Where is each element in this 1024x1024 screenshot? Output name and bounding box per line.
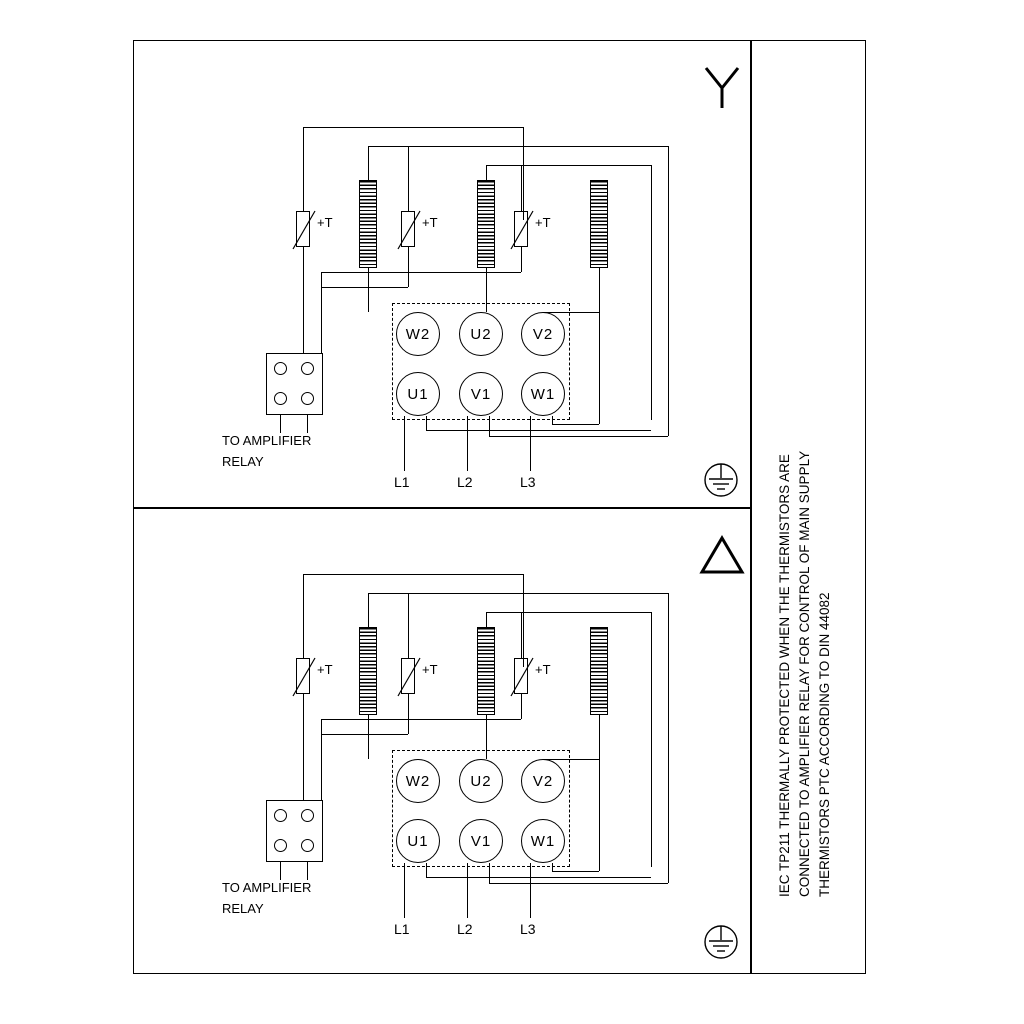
thermistor-2b-slash [393, 652, 425, 702]
terminal-dot-2-3 [274, 839, 287, 852]
delta-triangle-icon [698, 534, 746, 576]
wire-2a-top [303, 574, 523, 575]
wire-1a-down [303, 247, 304, 362]
amplifier-terminal-block-2 [266, 800, 323, 862]
wire-2b-up [408, 593, 409, 658]
phase-lead-2-l3 [530, 863, 531, 918]
phase-label-1-l2: L2 [457, 474, 473, 490]
wire-2c-top [486, 612, 651, 613]
ret-1-a-h [426, 430, 651, 431]
winding-coil-1a [359, 180, 377, 268]
wire-2c-bus [321, 719, 521, 720]
amplifier-terminal-block-1 [266, 353, 323, 415]
ret-2-a-h [426, 877, 651, 878]
wire-1a-right-down [523, 127, 524, 220]
winding-coil-1b [477, 180, 495, 268]
phase-lead-2-l1 [404, 863, 405, 918]
terminal-dot-1-3 [274, 392, 287, 405]
terminal-label: V1 [470, 832, 492, 850]
terminal-dot-2-1 [274, 809, 287, 822]
terminal-2-u2 [459, 759, 503, 803]
terminal-1-v1 [459, 372, 503, 416]
wire-2c-up [521, 612, 522, 658]
terminal-1-w1 [521, 372, 565, 416]
terminal-1-u2 [459, 312, 503, 356]
thermistor-1a-label: +T [317, 215, 333, 230]
phase-label-2-l1: L1 [394, 921, 410, 937]
terminal-label: U1 [407, 385, 429, 403]
ret-2-b-h [489, 883, 668, 884]
thermistor-1b-slash [393, 205, 425, 255]
amplifier-relay-label-1-line1: TO AMPLIFIER [222, 433, 312, 448]
ret-2-c [552, 863, 553, 871]
wire-2a-down [303, 694, 304, 809]
terminal-1-w2 [396, 312, 440, 356]
wire-bus2-down [321, 719, 322, 809]
terminal-label: U2 [470, 325, 492, 343]
wire-coil1a-down [368, 268, 369, 312]
terminal-1-v2 [521, 312, 565, 356]
wire-2b-top [368, 593, 668, 594]
ret-1-c-h [552, 424, 599, 425]
tb1-lead-left [280, 415, 281, 433]
earth-ground-icon-1 [698, 458, 744, 502]
ret-1-a [426, 416, 427, 430]
terminal-1-u1 [396, 372, 440, 416]
wire-2b-tbottom [408, 694, 409, 734]
wire-2b-right-down [668, 593, 669, 883]
ret-1-b-h [489, 436, 668, 437]
wire-1b-up [408, 146, 409, 211]
wire-1c-top [486, 165, 651, 166]
wire-1a-top [303, 127, 523, 128]
wire-1b-right-down [668, 146, 669, 436]
ret-2-b [489, 863, 490, 883]
winding-coil-2b [477, 627, 495, 715]
winding-coil-1c [590, 180, 608, 268]
wire-coil1c-down [599, 268, 600, 312]
wire-coil2a-down [368, 715, 369, 759]
terminal-2-v2 [521, 759, 565, 803]
terminal-label: U1 [407, 832, 429, 850]
wire-1b-tbottom [408, 247, 409, 287]
ret-1-b [489, 416, 490, 436]
wire-2c-left-down [486, 612, 487, 627]
terminal-label: W1 [530, 832, 556, 850]
wire-1c-right-down [651, 165, 652, 420]
tb2-lead-left [280, 862, 281, 880]
terminal-label: V2 [532, 325, 554, 343]
wire-2c-tbottom [521, 694, 522, 719]
side-note-line-2: CONNECTED TO AMPLIFIER RELAY FOR CONTROL OF MAIN SUPPLY [797, 450, 812, 897]
wire-1b-bus [321, 287, 408, 288]
thermistor-2c-label: +T [535, 662, 551, 677]
thermistor-2a-label: +T [317, 662, 333, 677]
wire-1c-up [521, 165, 522, 211]
thermistor-2a-slash [288, 652, 320, 702]
wire-2c-right-down [651, 612, 652, 867]
phase-lead-1-l1 [404, 416, 405, 471]
wire-coil2c-down [599, 715, 600, 759]
wire-2a-right-down [523, 574, 524, 667]
wire-1a-up [303, 127, 304, 211]
terminal-2-w2 [396, 759, 440, 803]
terminal-label: V2 [532, 772, 554, 790]
wire-2b-bus [321, 734, 408, 735]
earth-ground-icon-2 [698, 920, 744, 964]
wire-2a-up [303, 574, 304, 658]
ret-1-c [552, 416, 553, 424]
phase-lead-2-l2 [467, 863, 468, 918]
amplifier-relay-label-1-line2: RELAY [222, 454, 264, 469]
panel-divider [133, 507, 751, 509]
terminal-2-u1 [396, 819, 440, 863]
terminal-dot-1-4 [301, 392, 314, 405]
terminal-label: W2 [405, 325, 431, 343]
ret-2-c-v [599, 759, 600, 871]
ret-1-c-v [599, 312, 600, 424]
star-wye-icon [698, 62, 746, 110]
tb2-lead-right [307, 862, 308, 880]
phase-lead-1-l3 [530, 416, 531, 471]
thermistor-2b-label: +T [422, 662, 438, 677]
ret-2-a [426, 863, 427, 877]
terminal-label: W2 [405, 772, 431, 790]
terminal-label: W1 [530, 385, 556, 403]
side-note-line-1: IEC TP211 THERMALLY PROTECTED WHEN THE THERMISTORS ARE [777, 454, 792, 897]
winding-coil-2c [590, 627, 608, 715]
phase-label-2-l3: L3 [520, 921, 536, 937]
thermistor-2c-slash [506, 652, 538, 702]
wire-bus-down [321, 272, 322, 362]
side-note-line-3: THERMISTORS PTC ACCORDING TO DIN 44082 [817, 592, 832, 897]
wire-1c-left-down [486, 165, 487, 180]
amplifier-relay-label-2-line1: TO AMPLIFIER [222, 880, 312, 895]
thermistor-1c-slash [506, 205, 538, 255]
phase-label-2-l2: L2 [457, 921, 473, 937]
phase-label-1-l1: L1 [394, 474, 410, 490]
wire-1b-top [368, 146, 668, 147]
terminal-dot-1-1 [274, 362, 287, 375]
tb1-lead-right [307, 415, 308, 433]
phase-label-1-l3: L3 [520, 474, 536, 490]
terminal-label: U2 [470, 772, 492, 790]
terminal-dot-1-2 [301, 362, 314, 375]
amplifier-relay-label-2-line2: RELAY [222, 901, 264, 916]
ret-2-c-h [552, 871, 599, 872]
thermistor-1a-slash [288, 205, 320, 255]
terminal-2-w1 [521, 819, 565, 863]
wire-1c-tbottom [521, 247, 522, 272]
thermistor-1b-label: +T [422, 215, 438, 230]
wire-2b-left-down [368, 593, 369, 627]
terminal-label: V1 [470, 385, 492, 403]
terminal-2-v1 [459, 819, 503, 863]
wire-1c-bus [321, 272, 521, 273]
terminal-dot-2-4 [301, 839, 314, 852]
wire-1b-left-down [368, 146, 369, 180]
thermistor-1c-label: +T [535, 215, 551, 230]
phase-lead-1-l2 [467, 416, 468, 471]
terminal-dot-2-2 [301, 809, 314, 822]
winding-coil-2a [359, 627, 377, 715]
